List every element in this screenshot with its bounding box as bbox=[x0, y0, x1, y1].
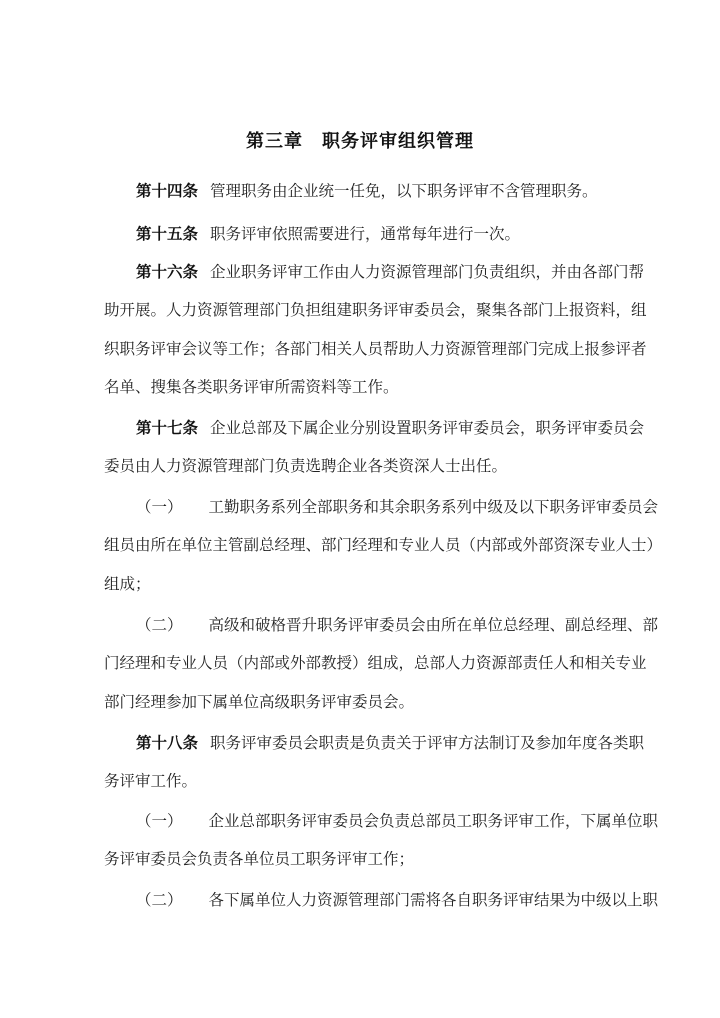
clause-17-2 bbox=[136, 615, 659, 635]
text-line: 管理职务由企业统一任免，以下职务评审不含管理职务。 bbox=[210, 182, 598, 200]
text-line: 组成； bbox=[104, 575, 151, 593]
article-label: 第十八条 bbox=[136, 733, 199, 752]
text-line: 企业总部职务评审委员会负责总部员工职务评审工作，下属单位职 bbox=[208, 812, 659, 830]
text-line: 务评审委员会负责各单位员工职务评审工作； bbox=[104, 850, 415, 868]
text-line: 名单、搜集各类职务评审所需资料等工作。 bbox=[104, 378, 399, 396]
text-line: 务评审工作。 bbox=[104, 772, 198, 790]
text-line: 企业职务评审工作由人力资源管理部门负责组织，并由各部门帮 bbox=[210, 263, 645, 281]
clause-label: （一） bbox=[136, 498, 183, 516]
clause-18-2 bbox=[136, 890, 659, 910]
text-line: 门经理和专业人员（内部或外部教授）组成，总部人力资源部责任人和相关专业 bbox=[104, 654, 647, 672]
text-line: 织职务评审会议等工作；各部门相关人员帮助人力资源管理部门完成上报参评者 bbox=[104, 340, 647, 358]
clause-18-1 bbox=[136, 811, 659, 831]
text-line: 部门经理参加下属单位高级职务评审委员会。 bbox=[104, 693, 415, 711]
article-label: 第十四条 bbox=[136, 181, 199, 200]
text-line: 职务评审委员会职责是负责关于评审方法制订及参加年度各类职 bbox=[210, 734, 645, 752]
article-14 bbox=[136, 181, 618, 201]
article-18 bbox=[136, 733, 645, 753]
chapter-title: 第三章 职务评审组织管理 bbox=[246, 131, 474, 152]
text-line: 高级和破格晋升职务评审委员会由所在单位总经理、副总经理、部 bbox=[208, 616, 659, 634]
text-line: 组员由所在单位主管副总经理、部门经理和专业人员（内部或外部资深专业人士） bbox=[104, 536, 663, 554]
article-17 bbox=[136, 418, 645, 438]
article-16 bbox=[136, 262, 645, 282]
clause-label: （二） bbox=[136, 891, 183, 909]
text-line: 工勤职务系列全部职务和其余职务系列中级及以下职务评审委员会 bbox=[208, 498, 659, 516]
article-label: 第十六条 bbox=[136, 262, 199, 281]
article-label: 第十七条 bbox=[136, 418, 199, 437]
article-15 bbox=[136, 224, 618, 244]
text-line: 职务评审依照需要进行，通常每年进行一次。 bbox=[210, 225, 521, 243]
clause-17-1 bbox=[136, 497, 659, 517]
text-line: 助开展。人力资源管理部门负担组建职务评审委员会，聚集各部门上报资料，组 bbox=[104, 301, 647, 319]
clause-label: （一） bbox=[136, 812, 183, 830]
text-line: 委员由人力资源管理部门负责选聘企业各类资深人士出任。 bbox=[104, 457, 508, 475]
clause-label: （二） bbox=[136, 616, 183, 634]
article-label: 第十五条 bbox=[136, 224, 199, 243]
text-line: 企业总部及下属企业分别设置职务评审委员会，职务评审委员会 bbox=[210, 419, 645, 437]
text-line: 各下属单位人力资源管理部门需将各自职务评审结果为中级以上职 bbox=[208, 891, 659, 909]
